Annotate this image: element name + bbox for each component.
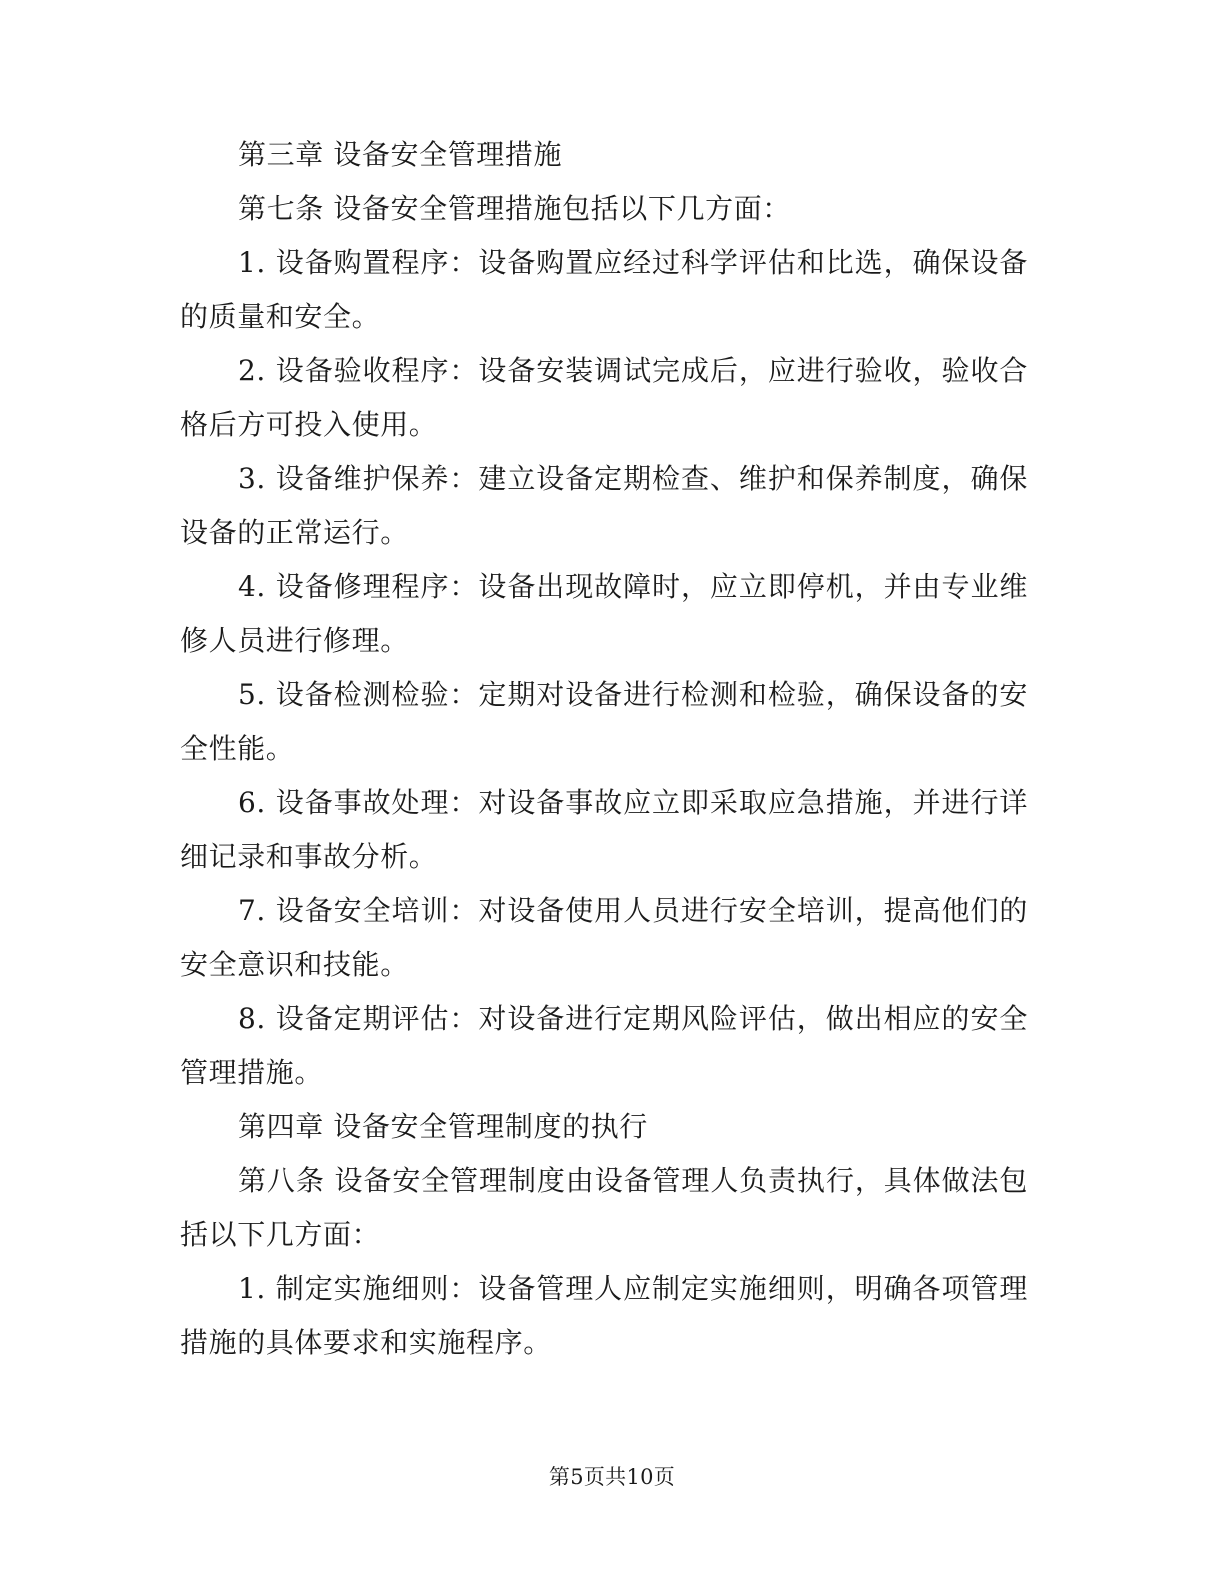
article-7: 第七条 设备安全管理措施包括以下几方面： — [238, 192, 791, 225]
list-item-training: 7. 设备安全培训：对设备使用人员进行安全培训，提高他们的安全意识和技能。 — [180, 894, 1028, 981]
list-item-accident: 6. 设备事故处理：对设备事故应立即采取应急措施，并进行详细记录和事故分析。 — [180, 786, 1028, 873]
chapter-heading-4: 第四章 设备安全管理制度的执行 — [238, 1110, 648, 1143]
list-item-acceptance: 2. 设备验收程序：设备安装调试完成后，应进行验收，验收合格后方可投入使用。 — [180, 354, 1028, 441]
list-item-purchase: 1. 设备购置程序：设备购置应经过科学评估和比选，确保设备的质量和安全。 — [180, 246, 1028, 333]
list-item-assessment: 8. 设备定期评估：对设备进行定期风险评估，做出相应的安全管理措施。 — [180, 1002, 1028, 1089]
chapter-heading-3: 第三章 设备安全管理措施 — [238, 138, 563, 171]
list-item-repair: 4. 设备修理程序：设备出现故障时，应立即停机，并由专业维修人员进行修理。 — [180, 570, 1028, 657]
document-body — [180, 128, 1028, 1370]
page-number-footer: 第5页共10页 — [548, 1465, 676, 1489]
list-item-inspection: 5. 设备检测检验：定期对设备进行检测和检验，确保设备的安全性能。 — [180, 678, 1028, 765]
list-item-implementation-rules: 1. 制定实施细则：设备管理人应制定实施细则，明确各项管理措施的具体要求和实施程序。 — [180, 1272, 1028, 1359]
list-item-maintenance: 3. 设备维护保养：建立设备定期检查、维护和保养制度，确保设备的正常运行。 — [180, 462, 1028, 549]
article-8: 第八条 设备安全管理制度由设备管理人负责执行，具体做法包括以下几方面： — [180, 1164, 1028, 1251]
